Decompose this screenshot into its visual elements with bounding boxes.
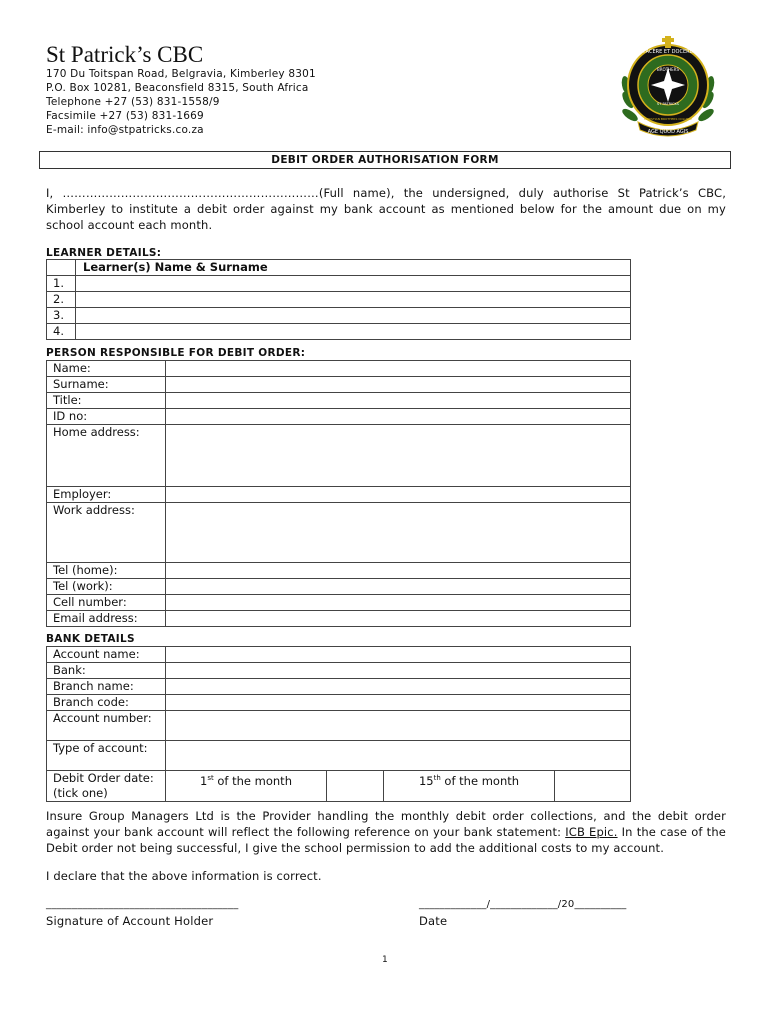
name-field[interactable] — [166, 361, 631, 377]
learner-column-header: Learner(s) Name & Surname — [76, 260, 631, 276]
field-label-email-address: Email address: — [47, 611, 166, 627]
learner-table — [46, 259, 631, 340]
address-line-2: P.O. Box 10281, Beaconsfield 8315, South Africa — [46, 82, 309, 94]
bank-table — [46, 646, 631, 802]
learner-row-number: 1. — [47, 276, 76, 292]
cell-number-field[interactable] — [166, 595, 631, 611]
address-line-1: 170 Du Toitspan Road, Belgravia, Kimberley 8301 — [46, 68, 316, 80]
tick-box-15th[interactable] — [555, 771, 631, 802]
field-label-bank: Bank: — [47, 663, 166, 679]
field-label-tel-home: Tel (home): — [47, 563, 166, 579]
field-label-type-of-account: Type of account: — [47, 741, 166, 771]
person-responsible-heading: PERSON RESPONSIBLE FOR DEBIT ORDER: — [46, 347, 306, 359]
field-label-work-address: Work address: — [47, 503, 166, 563]
option-15th-of-month-label: 15th of the month — [384, 771, 555, 802]
field-label-title: Title: — [47, 393, 166, 409]
field-label-surname: Surname: — [47, 377, 166, 393]
field-label-cell-number: Cell number: — [47, 595, 166, 611]
tick-box-1st[interactable] — [327, 771, 384, 802]
signature-line[interactable]: _____________________________________ — [46, 899, 239, 910]
id-no-field[interactable] — [166, 409, 631, 425]
learner-name-field-1[interactable] — [76, 276, 631, 292]
telephone-line: Telephone +27 (53) 831-1558/9 — [46, 96, 220, 108]
home-address-field[interactable] — [166, 425, 631, 487]
school-crest-logo — [618, 30, 718, 140]
field-label-debit-order-date: Debit Order date: (tick one) — [47, 771, 166, 802]
learner-name-field-3[interactable] — [76, 308, 631, 324]
field-label-home-address: Home address: — [47, 425, 166, 487]
field-label-account-name: Account name: — [47, 647, 166, 663]
date-line[interactable]: _____________/_____________/20__________ — [419, 899, 627, 910]
declaration-text: I declare that the above information is correct. — [46, 869, 322, 883]
surname-field[interactable] — [166, 377, 631, 393]
bank-details-heading: BANK DETAILS — [46, 633, 135, 645]
crest-inner-bottom: ST PATRICKS — [656, 102, 680, 106]
provider-reference: ICB Epic. — [565, 825, 618, 839]
learner-row-number: 2. — [47, 292, 76, 308]
page-number: 1 — [382, 955, 388, 965]
email-line: E-mail: info@stpatricks.co.za — [46, 124, 204, 136]
crest-band-text: CHRISTIAN BROTHERS COLLEGE — [643, 117, 693, 121]
type-of-account-field[interactable] — [166, 741, 631, 771]
field-label-account-number: Account number: — [47, 711, 166, 741]
crest-motto: AGE QUOD AGIS — [647, 129, 689, 135]
signature-label: Signature of Account Holder — [46, 914, 214, 928]
work-address-field[interactable] — [166, 503, 631, 563]
field-label-branch-code: Branch code: — [47, 695, 166, 711]
account-name-field[interactable] — [166, 647, 631, 663]
branch-name-field[interactable] — [166, 679, 631, 695]
crest-top-text: FACERE ET DOCERE — [643, 49, 693, 55]
field-label-name: Name: — [47, 361, 166, 377]
authorisation-paragraph: I, …………………………………………………………(Full name), the undersigned, duly authorise St Patrick’s CBC, Kimberley to institute a debit order against my bank account as mentioned below for the amount due on my school account each month. — [46, 186, 726, 232]
field-label-tel-work: Tel (work): — [47, 579, 166, 595]
option-1st-of-month-label: 1st of the month — [166, 771, 327, 802]
facsimile-line: Facsimile +27 (53) 831-1669 — [46, 110, 204, 122]
bank-field[interactable] — [166, 663, 631, 679]
learner-row-number: 3. — [47, 308, 76, 324]
school-name: St Patrick’s CBC — [46, 42, 204, 67]
account-number-field[interactable] — [166, 711, 631, 741]
branch-code-field[interactable] — [166, 695, 631, 711]
crest-inner-top: BROTHERS — [657, 67, 679, 72]
provider-paragraph: Insure Group Managers Ltd is the Provider handling the monthly debit order collections, and the debit order against your bank account will reflect the following reference on your bank statement: ICB Epic. In the case of the Debit order not being successful, I give the school permission to add the additional costs to my account. — [46, 809, 727, 855]
tel-work-field[interactable] — [166, 579, 631, 595]
learner-row-number: 4. — [47, 324, 76, 340]
field-label-id-no: ID no: — [47, 409, 166, 425]
learner-name-field-4[interactable] — [76, 324, 631, 340]
form-title: DEBIT ORDER AUTHORISATION FORM — [39, 151, 731, 169]
email-address-field[interactable] — [166, 611, 631, 627]
field-label-employer: Employer: — [47, 487, 166, 503]
title-field[interactable] — [166, 393, 631, 409]
learner-name-field-2[interactable] — [76, 292, 631, 308]
field-label-branch-name: Branch name: — [47, 679, 166, 695]
date-label: Date — [419, 914, 448, 928]
employer-field[interactable] — [166, 487, 631, 503]
learner-details-heading: LEARNER DETAILS: — [46, 247, 162, 259]
person-table — [46, 360, 631, 627]
tel-home-field[interactable] — [166, 563, 631, 579]
